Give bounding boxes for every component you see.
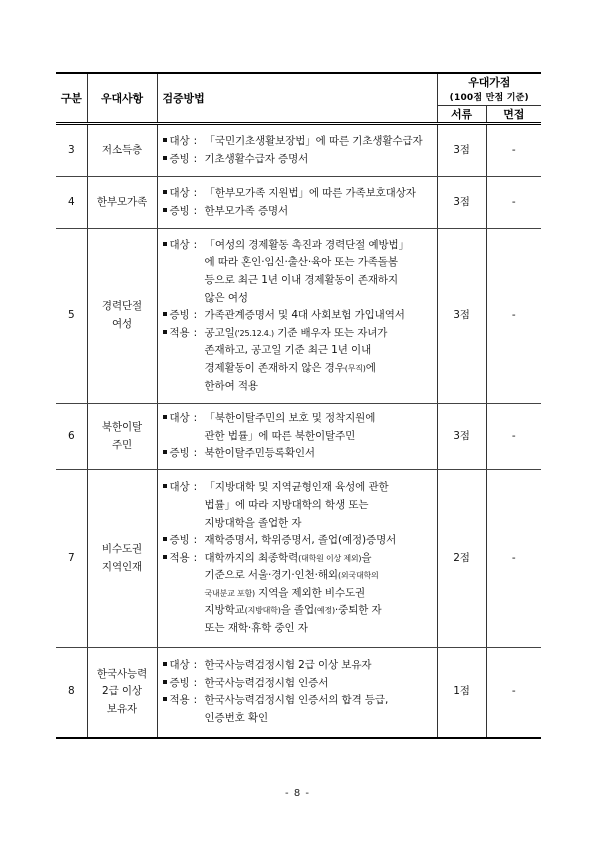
table-row bbox=[56, 229, 541, 404]
label-separator: : bbox=[193, 238, 198, 251]
method-text-line: 않은 여성 bbox=[204, 291, 248, 304]
label-separator: : bbox=[193, 152, 198, 165]
method-entry-prefix bbox=[163, 237, 205, 255]
method-label: 증빙 bbox=[169, 204, 190, 217]
bullet-icon bbox=[163, 242, 167, 246]
method-entry-text bbox=[205, 185, 434, 203]
method-text-line bbox=[205, 602, 434, 620]
bullet-icon bbox=[163, 330, 167, 334]
header-category: 구분 bbox=[56, 73, 87, 124]
bullet-icon bbox=[163, 697, 167, 701]
preference-item-line: 경력단절 bbox=[101, 300, 143, 313]
method-entry bbox=[163, 133, 434, 151]
method-text-line: 재학증명서, 학위증명서, 졸업(예정)증명서 bbox=[204, 534, 397, 547]
row-category-number: 3 bbox=[56, 124, 87, 177]
method-text-line: 「한부모가족 지원법」에 따른 가족보호대상자 bbox=[204, 186, 416, 199]
method-entry-text bbox=[205, 445, 434, 463]
method-entry bbox=[163, 410, 434, 445]
interview-points: - bbox=[486, 177, 541, 229]
method-entry-prefix bbox=[163, 185, 205, 203]
method-text-line bbox=[205, 325, 434, 343]
preference-item bbox=[87, 229, 157, 404]
method-label: 증빙 bbox=[169, 152, 190, 165]
text-segment: ·중퇴한 자 bbox=[334, 604, 382, 617]
method-text-line: 법률」에 따라 지방대학의 학생 또는 bbox=[204, 498, 369, 511]
method-entry-prefix bbox=[163, 325, 205, 343]
method-entry-prefix bbox=[163, 532, 205, 550]
preference-item bbox=[87, 404, 157, 470]
method-text-line: 또는 재학·휴학 중인 자 bbox=[204, 622, 308, 635]
header-verification-method: 검증방법 bbox=[157, 73, 437, 124]
method-text-line: 관한 법률」에 따른 북한이탈주민 bbox=[204, 429, 356, 442]
preference-item-line: 여성 bbox=[111, 318, 133, 330]
interview-points: - bbox=[486, 124, 541, 177]
row-category-number: 6 bbox=[56, 404, 87, 470]
method-entry-prefix bbox=[163, 550, 205, 568]
text-segment: 을 졸업 bbox=[280, 604, 315, 617]
method-entry bbox=[163, 692, 434, 727]
verification-method bbox=[157, 124, 437, 177]
text-segment: 기준 배우자 또는 자녀가 bbox=[273, 326, 388, 339]
interview-points: - bbox=[486, 648, 541, 738]
method-text-line bbox=[205, 585, 434, 603]
method-entry-prefix bbox=[163, 151, 205, 169]
method-entry bbox=[163, 675, 434, 693]
method-entry-text bbox=[205, 692, 434, 727]
header-interview: 면접 bbox=[486, 106, 541, 124]
row-category-number: 4 bbox=[56, 177, 87, 229]
bullet-icon bbox=[163, 484, 167, 488]
text-segment: 지방학교 bbox=[204, 604, 245, 617]
preference-item-line: 2급 이상 bbox=[102, 685, 142, 698]
table-row bbox=[56, 404, 541, 470]
method-label: 증빙 bbox=[169, 534, 190, 547]
bullet-icon bbox=[163, 537, 167, 541]
document-screening-points: 3점 bbox=[437, 229, 486, 404]
bullet-icon bbox=[163, 156, 167, 160]
preference-item-line: 저소득층 bbox=[101, 143, 143, 156]
method-text-line: 한국사능력검정시험 인증서의 합격 등급, bbox=[204, 694, 389, 707]
preference-item-line: 한국사능력 bbox=[96, 667, 148, 680]
method-entry bbox=[163, 445, 434, 463]
method-text-line: 에 따라 혼인·임신·출산·육아 또는 가족돌봄 bbox=[204, 256, 398, 269]
method-entry-prefix bbox=[163, 133, 205, 151]
text-segment: 경제활동이 존재하지 않은 경우 bbox=[204, 361, 345, 374]
method-text-line: 기초생활수급자 증명서 bbox=[204, 152, 309, 165]
method-text-line: 지방대학을 졸업한 자 bbox=[204, 516, 302, 529]
method-entry-text bbox=[205, 479, 434, 532]
method-entry-prefix bbox=[163, 675, 205, 693]
method-entry bbox=[163, 307, 434, 325]
method-text-line bbox=[205, 360, 434, 378]
bullet-icon bbox=[163, 415, 167, 419]
method-label: 증빙 bbox=[169, 447, 190, 460]
label-separator: : bbox=[193, 326, 198, 339]
method-label: 대상 bbox=[169, 481, 190, 494]
method-text-line: 「국민기초생활보장법」에 따른 기초생활수급자 bbox=[204, 134, 423, 147]
verification-method bbox=[157, 648, 437, 738]
parenthetical-note: (대학원 이상 제외) bbox=[298, 553, 362, 563]
document-screening-points: 2점 bbox=[437, 470, 486, 648]
method-entry-text bbox=[205, 532, 434, 550]
method-entry bbox=[163, 657, 434, 675]
document-screening-points: 3점 bbox=[437, 404, 486, 470]
preference-item bbox=[87, 177, 157, 229]
page-number: - 8 - bbox=[285, 788, 310, 799]
preference-item bbox=[87, 648, 157, 738]
preference-item-line: 북한이탈 bbox=[101, 420, 143, 433]
interview-points: - bbox=[486, 229, 541, 404]
table-header bbox=[56, 73, 541, 124]
table-row bbox=[56, 470, 541, 648]
table-row bbox=[56, 177, 541, 229]
method-entry-text bbox=[205, 203, 434, 221]
header-bonus-points-title: 우대가점 bbox=[468, 76, 511, 89]
label-separator: : bbox=[193, 676, 198, 689]
method-label: 적용 bbox=[169, 551, 190, 564]
label-separator: : bbox=[193, 551, 198, 564]
label-separator: : bbox=[193, 659, 198, 672]
bullet-icon bbox=[163, 662, 167, 666]
header-document-screening: 서류 bbox=[437, 106, 486, 124]
label-separator: : bbox=[193, 481, 198, 494]
method-entry-text bbox=[205, 657, 434, 675]
method-label: 대상 bbox=[169, 412, 190, 425]
label-separator: : bbox=[193, 186, 198, 199]
method-label: 증빙 bbox=[169, 309, 190, 322]
preference-item-line: 한부모가족 bbox=[96, 195, 148, 208]
method-text-line: 「지방대학 및 지역균형인재 육성에 관한 bbox=[204, 481, 389, 494]
preference-item bbox=[87, 124, 157, 177]
method-label: 적용 bbox=[169, 694, 190, 707]
label-separator: : bbox=[193, 534, 198, 547]
verification-method bbox=[157, 470, 437, 648]
method-text-line: 한국사능력검정시험 인증서 bbox=[204, 676, 329, 689]
method-text-line: 한하여 적용 bbox=[204, 379, 258, 392]
row-category-number: 7 bbox=[56, 470, 87, 648]
row-category-number: 8 bbox=[56, 648, 87, 738]
method-entry-text bbox=[205, 325, 434, 395]
method-entry-prefix bbox=[163, 445, 205, 463]
label-separator: : bbox=[193, 412, 198, 425]
parenthetical-note: 국내분교 포함) bbox=[204, 588, 255, 598]
preference-item-line: 비수도권 bbox=[101, 542, 143, 555]
bullet-icon bbox=[163, 138, 167, 142]
method-entry-text bbox=[205, 151, 434, 169]
method-entry bbox=[163, 550, 434, 638]
preference-item-line: 지역인재 bbox=[101, 560, 143, 573]
method-text-line bbox=[205, 567, 434, 585]
method-entry bbox=[163, 479, 434, 532]
method-entry-text bbox=[205, 550, 434, 638]
method-text-line: 한부모가족 증명서 bbox=[204, 204, 289, 217]
verification-method bbox=[157, 404, 437, 470]
method-text-line: 인증번호 확인 bbox=[204, 711, 268, 724]
table-row bbox=[56, 124, 541, 177]
document-screening-points: 1점 bbox=[437, 648, 486, 738]
method-label: 대상 bbox=[169, 238, 190, 251]
bullet-icon bbox=[163, 555, 167, 559]
table-body bbox=[56, 124, 541, 738]
text-segment: 을 bbox=[361, 551, 372, 564]
method-label: 대상 bbox=[169, 134, 190, 147]
header-points-basis: (100점 만점 기준) bbox=[449, 93, 529, 103]
interview-points: - bbox=[486, 404, 541, 470]
bullet-icon bbox=[163, 208, 167, 212]
method-entry-prefix bbox=[163, 203, 205, 221]
method-entry-prefix bbox=[163, 410, 205, 428]
method-entry-prefix bbox=[163, 692, 205, 710]
preference-item bbox=[87, 470, 157, 648]
method-entry bbox=[163, 151, 434, 169]
parenthetical-note: (지방대학) bbox=[244, 606, 281, 616]
method-entry-text bbox=[205, 307, 434, 325]
text-segment: 에 bbox=[365, 361, 376, 374]
method-text-line: 등으로 최근 1년 이내 경제활동이 존재하지 bbox=[204, 274, 398, 287]
method-entry bbox=[163, 237, 434, 307]
label-separator: : bbox=[193, 309, 198, 322]
method-text-line: 「북한이탈주민의 보호 및 정착지원에 bbox=[204, 412, 376, 425]
method-text-line: 존재하고, 공고일 기준 최근 1년 이내 bbox=[204, 344, 372, 357]
text-segment: 지역을 제외한 비수도권 bbox=[254, 586, 366, 599]
method-entry bbox=[163, 532, 434, 550]
document-screening-points: 3점 bbox=[437, 124, 486, 177]
verification-method bbox=[157, 229, 437, 404]
parenthetical-note: ('25.12.4.) bbox=[234, 328, 274, 338]
parenthetical-note: (외국대학의 bbox=[337, 571, 379, 581]
bullet-icon bbox=[163, 450, 167, 454]
text-segment: 공고일 bbox=[204, 326, 235, 339]
verification-method bbox=[157, 177, 437, 229]
preference-item-line: 주민 bbox=[111, 438, 133, 451]
method-text-line: 북한이탈주민등록확인서 bbox=[204, 447, 315, 460]
row-category-number: 5 bbox=[56, 229, 87, 404]
method-text-line: 「여성의 경제활동 촉진과 경력단절 예방법」 bbox=[204, 238, 409, 251]
method-label: 적용 bbox=[169, 326, 190, 339]
method-entry-text bbox=[205, 133, 434, 151]
text-segment: 대학까지의 최종학력 bbox=[204, 551, 299, 564]
method-entry-prefix bbox=[163, 657, 205, 675]
parenthetical-note: (예정) bbox=[314, 606, 335, 616]
interview-points: - bbox=[486, 470, 541, 648]
document-screening-points: 3점 bbox=[437, 177, 486, 229]
method-text-line: 한국사능력검정시험 2급 이상 보유자 bbox=[204, 659, 372, 672]
method-entry bbox=[163, 185, 434, 203]
label-separator: : bbox=[193, 447, 198, 460]
label-separator: : bbox=[193, 204, 198, 217]
header-preference-item: 우대사항 bbox=[87, 73, 157, 124]
parenthetical-note: (무직) bbox=[344, 363, 366, 373]
method-text-line bbox=[205, 550, 434, 568]
bullet-icon bbox=[163, 312, 167, 316]
method-entry bbox=[163, 325, 434, 395]
method-text-line: 가족관계증명서 및 4대 사회보험 가입내역서 bbox=[204, 309, 405, 322]
method-entry-text bbox=[205, 237, 434, 307]
label-separator: : bbox=[193, 134, 198, 147]
method-label: 대상 bbox=[169, 186, 190, 199]
method-entry-text bbox=[205, 410, 434, 445]
method-entry-prefix bbox=[163, 307, 205, 325]
method-label: 증빙 bbox=[169, 676, 190, 689]
method-entry-prefix bbox=[163, 479, 205, 497]
text-segment: 기준으로 서울·경기·인천·해외 bbox=[204, 569, 338, 582]
header-bonus-points bbox=[437, 73, 541, 106]
table-row bbox=[56, 648, 541, 738]
preference-item-line: 보유자 bbox=[106, 703, 138, 716]
method-entry bbox=[163, 203, 434, 221]
method-entry-text bbox=[205, 675, 434, 693]
label-separator: : bbox=[193, 694, 198, 707]
header-row-main bbox=[56, 73, 541, 106]
bullet-icon bbox=[163, 680, 167, 684]
method-label: 대상 bbox=[169, 659, 190, 672]
bullet-icon bbox=[163, 190, 167, 194]
preference-points-table bbox=[56, 72, 541, 739]
